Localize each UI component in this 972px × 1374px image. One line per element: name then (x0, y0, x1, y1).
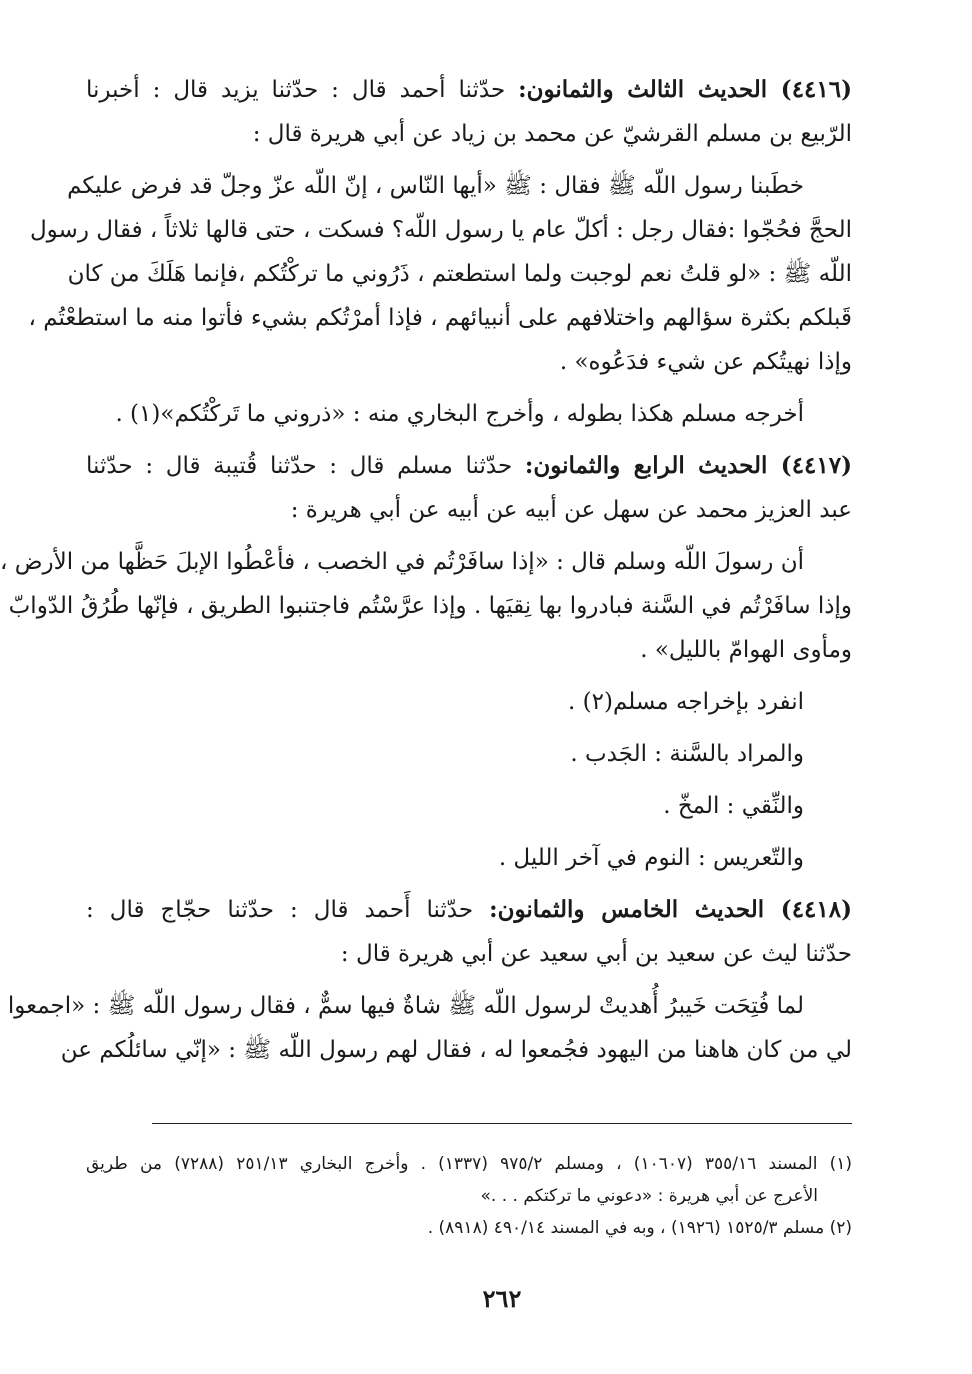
hadith-4417-takhrij: انفرد بإخراجه مسلم(٢) . (568, 689, 804, 715)
hadith-4416-heading: (٤٤١٦) الحديث الثالث والثمانون: (518, 76, 852, 103)
footnotes (86, 1148, 852, 1244)
hadith-4417-line-4: وإذا سافَرْتُم في السَّنة فبادروا بها نِقيَها . وإذا عرَّسْتُم فاجتنبوا الطريق ، فإنّها طُرُقُ الدّوابّ (8, 593, 852, 619)
hadith-4417-gloss-1: والمراد بالسَّنة : الجَدب . (570, 741, 804, 767)
hadith-4416-line-2: الرّبيع بن مسلم القرشيّ عن محمد بن زياد عن أبي هريرة قال : (252, 121, 852, 147)
hadith-4416-line-3: خطَبنا رسول اللّه ﷺ فقال : ﷺ «أيها النّاس ، إنّ اللّه عزّ وجلّ قد فرض عليكم (67, 173, 804, 199)
hadith-4418-line-1: (٤٤١٨) الحديث الخامس والثمانون: حدّثنا أَحمد قال : حدّثنا حجّاج قال : (86, 896, 852, 923)
hadith-4416-takhrij: أخرجه مسلم هكذا بطوله ، وأخرج البخاري منه : «ذروني ما تَركْتُكم»(١) . (115, 401, 804, 427)
footnote-1-continuation: الأعرج عن أبي هريرة : «دعوني ما تركتكم . . .» (480, 1186, 818, 1206)
main-text (0, 68, 852, 1072)
hadith-4418-heading: (٤٤١٨) الحديث الخامس والثمانون: (489, 896, 852, 923)
hadith-4417-gloss-2: والنِّقي : المخّ . (663, 793, 804, 819)
page-number: ٢٦٢ (482, 1284, 522, 1313)
hadith-4417-line-5: ومأوى الهوامّ بالليل» . (640, 637, 852, 663)
hadith-4418-line-2: حدّثنا ليث عن سعيد بن أبي سعيد عن أبي هريرة قال : (340, 941, 852, 967)
footnote-2: (٢) مسلم ١٥٢٥/٣ (١٩٢٦) ، وبه في المسند ٤٩٠/١٤ (٨٩١٨) . (427, 1218, 852, 1238)
hadith-4418-line-3: لما فُتِحَت خَيبرُ أُهديتْ لرسول اللّه ﷺ شاةٌ فيها سمٌّ ، فقال رسول اللّه ﷺ : «اجمعوا (7, 993, 804, 1019)
footnote-1: (١) المسند ٣٥٥/١٦ (١٠٦٠٧) ، ومسلم ٩٧٥/٢ (١٣٣٧) . وأخرج البخاري ٢٥١/١٣ (٧٢٨٨) من طريق (86, 1154, 852, 1174)
hadith-4418-line-4: لي من كان هاهنا من اليهود فجُمعوا له ، فقال لهم رسول اللّه ﷺ : «إنّي سائلُكم عن (60, 1037, 852, 1063)
hadith-4416-line-6: قَبلكم بكثرة سؤالهم واختلافهم على أنبيائهم ، فإذا أمرْتُكم بشيء فأتوا منه ما استطعْتُم ، (28, 305, 852, 331)
hadith-4416-line-5: اللّه ﷺ : «لو قلتُ نعم لوجبت ولما استطعتم ، ذَرُوني ما تركْتُكم ،فإنما هَلَكَ من كان (67, 261, 852, 287)
hadith-4417-heading: (٤٤١٧) الحديث الرابع والثمانون: (524, 452, 852, 479)
hadith-4416-line-4: الحجَّ فحُجّوا :فقال رجل : أكلّ عام يا رسول اللّه؟ فسكت ، حتى قالها ثلاثاً ، فقال رسول (29, 217, 852, 243)
hadith-4417-line-1: (٤٤١٧) الحديث الرابع والثمانون: حدّثنا مسلم قال : حدّثنا قُتيبة قال : حدّثنا (86, 452, 852, 479)
hadith-4416-line-7: وإذا نهيتُكم عن شيء فدَعُوه» . (559, 349, 852, 375)
hadith-4417-gloss-3: والتّعريس : النوم في آخر الليل . (498, 845, 804, 871)
hadith-4416-line-1: (٤٤١٦) الحديث الثالث والثمانون: حدّثنا أحمد قال : حدّثنا يزيد قال : أخبرنا (86, 76, 852, 103)
footnote-separator (152, 1123, 852, 1124)
hadith-4417-line-2: عبد العزيز محمد عن سهل عن أبيه عن أبيه عن أبي هريرة : (290, 497, 852, 523)
hadith-4417-line-3: أن رسولَ اللّه وسلم قال : «إذا سافَرْتُم في الخصب ، فأعْطُوا الإبلَ حَظَّها من الأرض ، (0, 549, 804, 575)
